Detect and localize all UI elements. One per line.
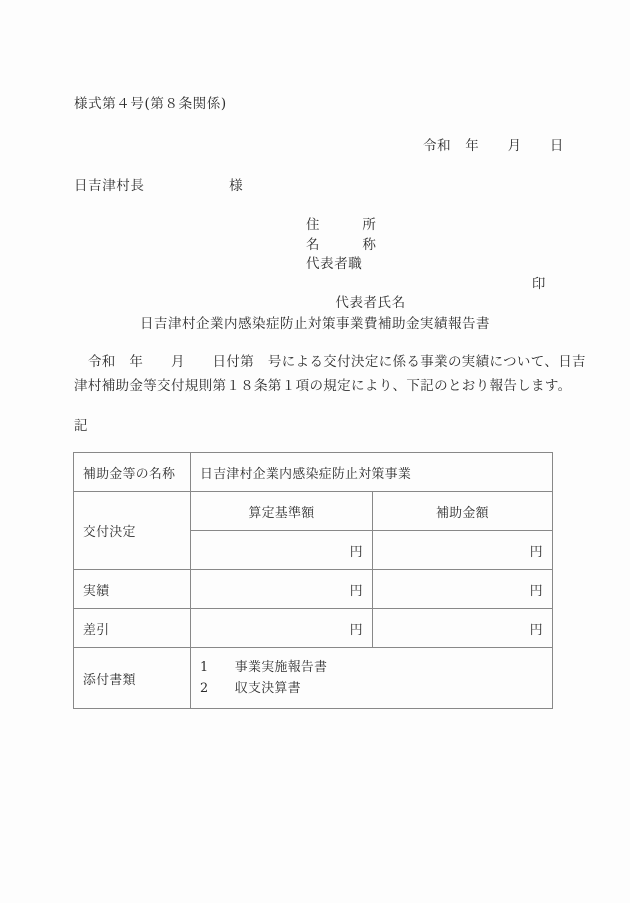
attachments-label: 添付書類 [74, 648, 191, 709]
difference-base-amount-value[interactable]: 円 [191, 609, 373, 648]
column-header-base-amount: 算定基準額 [191, 492, 373, 531]
applicant-representative-title-label: 代表者職 [306, 256, 363, 272]
result-subsidy-amount-value[interactable]: 円 [373, 570, 553, 609]
table-row [74, 453, 553, 492]
difference-label: 差引 [74, 609, 191, 648]
list-item: 2 収支決算書 [200, 681, 301, 696]
table-row [74, 492, 553, 531]
decision-subsidy-amount-value[interactable]: 円 [373, 531, 553, 570]
seal-mark: 印 [531, 275, 546, 292]
subsidy-name-value: 日吉津村企業内感染症防止対策事業 [191, 453, 553, 492]
decision-label: 交付決定 [74, 492, 191, 570]
table-row [74, 609, 553, 648]
report-table [73, 452, 553, 709]
result-base-amount-value[interactable]: 円 [191, 570, 373, 609]
table-row [74, 648, 553, 709]
applicant-name-label: 名 称 [306, 236, 377, 253]
applicant-block [306, 216, 556, 311]
applicant-representative-name-label: 代表者氏名 [335, 295, 406, 311]
addressee-line: 日吉津村長 様 [74, 178, 244, 194]
applicant-address-label: 住 所 [306, 217, 377, 233]
report-table-wrapper [73, 452, 553, 709]
date-line: 令和 年 月 日 [423, 138, 564, 154]
page-title: 日吉津村企業内感染症防止対策事業費補助金実績報告書 [140, 316, 490, 332]
column-header-subsidy-amount: 補助金額 [373, 492, 553, 531]
form-number: 様式第４号(第８条関係) [74, 96, 227, 112]
body-line-1: 令和 年 月 日付第 号による交付決定に係る事業の実績について、日吉 [74, 354, 586, 370]
list-item: 1 事業実施報告書 [200, 660, 328, 675]
subsidy-name-label: 補助金等の名称 [74, 453, 191, 492]
applicant-representative-name-row [306, 275, 556, 311]
attachments-list [191, 648, 553, 709]
body-line-2: 津村補助金等交付規則第１８条第１項の規定により、下記のとおり報告します。 [74, 378, 572, 394]
body-paragraph [74, 350, 586, 398]
result-label: 実績 [74, 570, 191, 609]
table-row [74, 570, 553, 609]
difference-subsidy-amount-value[interactable]: 円 [373, 609, 553, 648]
decision-base-amount-value[interactable]: 円 [191, 531, 373, 570]
ki-marker: 記 [74, 418, 88, 434]
